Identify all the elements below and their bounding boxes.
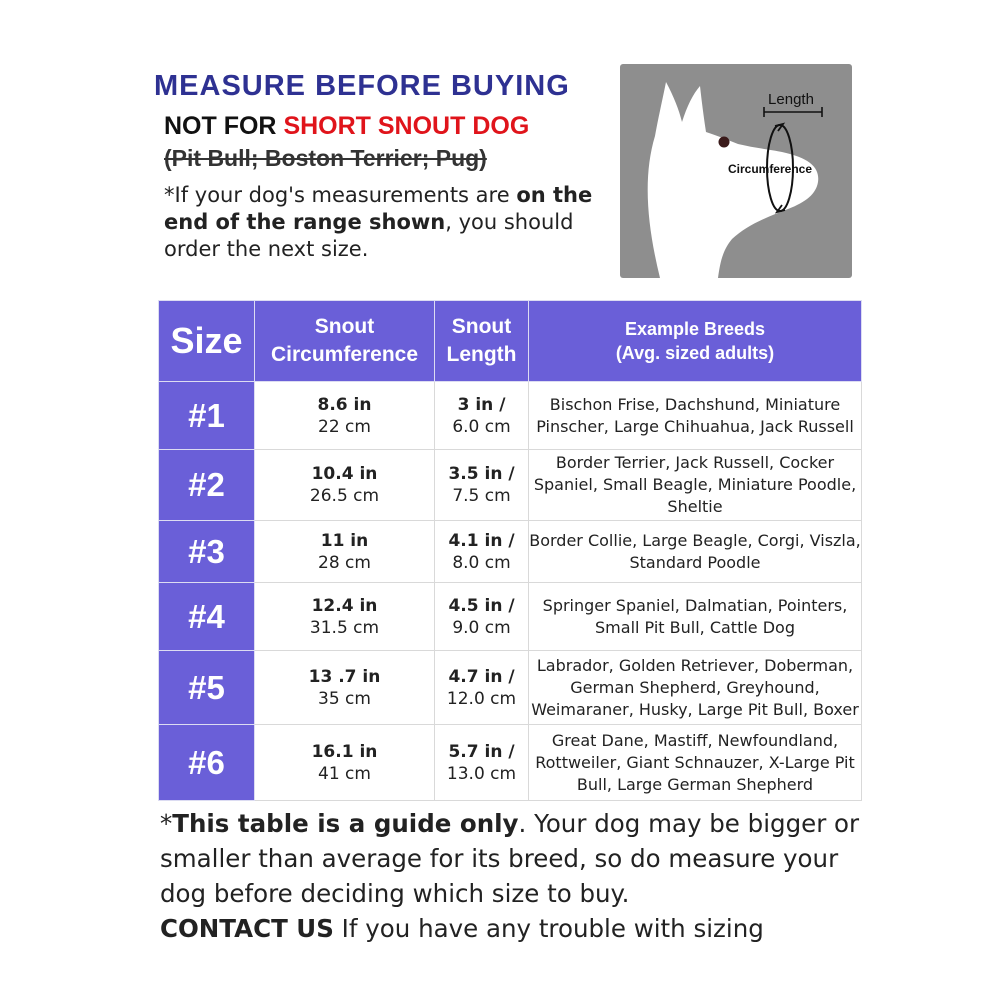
circumference-cell — [255, 450, 435, 521]
circumference-cell — [255, 521, 435, 583]
length-cell — [435, 583, 529, 651]
note-start: *If your dog's measurements are — [164, 183, 517, 207]
table-row — [159, 651, 862, 725]
length-cm: 13.0 cm — [446, 763, 517, 784]
circumference-label: Circumference — [727, 162, 813, 176]
table-row — [159, 725, 862, 801]
length-cell — [435, 382, 529, 450]
circumference-inches: 8.6 in — [317, 394, 372, 415]
size-label: #1 — [159, 382, 255, 450]
size-label: #5 — [159, 651, 255, 725]
length-cell — [435, 725, 529, 801]
header-len-line2: Length — [446, 343, 517, 366]
header-size: Size — [159, 301, 255, 382]
table-row — [159, 450, 862, 521]
circumference-cell — [255, 725, 435, 801]
table-row — [159, 521, 862, 583]
length-inches: 3.5 in / — [448, 464, 515, 484]
footer-notes — [160, 806, 880, 946]
table-row — [159, 583, 862, 651]
contact-us-label: CONTACT US — [160, 914, 334, 943]
header-breeds-line1: Example Breeds — [624, 319, 766, 339]
length-cm: 9.0 cm — [452, 617, 511, 638]
circumference-cell — [255, 382, 435, 450]
sizing-note — [164, 182, 604, 263]
circumference-inches: 12.4 in — [311, 595, 378, 616]
length-inches: 5.7 in / — [448, 741, 515, 762]
header-len-line1: Snout — [451, 315, 512, 338]
circumference-cm: 28 cm — [318, 552, 371, 573]
guide-prefix: * — [160, 809, 173, 838]
table-row — [159, 382, 862, 450]
header-example-breeds — [529, 301, 862, 382]
warning-prefix: NOT FOR — [164, 112, 284, 140]
length-cell — [435, 651, 529, 725]
length-inches: 4.1 in / — [448, 530, 515, 551]
length-cell — [435, 521, 529, 583]
intro-section — [154, 70, 609, 263]
size-label: #3 — [159, 521, 255, 583]
length-cell — [435, 450, 529, 521]
header-snout-circumference — [255, 301, 435, 382]
breeds-cell: Great Dane, Mastiff, Newfoundland, Rottweiler, Giant Schnauzer, X-Large Pit Bull, Large German Shepherd — [529, 725, 862, 801]
length-inches: 3 in / — [457, 394, 506, 415]
header-breeds-line2: (Avg. sized adults) — [615, 343, 775, 363]
warning-highlight: SHORT SNOUT DOG — [283, 112, 530, 140]
page-title: MEASURE BEFORE BUYING — [154, 70, 570, 102]
guide-text: . Your dog may be bigger or smaller than average for its breed, so do measure your dog before deciding which size to buy. — [160, 809, 860, 908]
header-circ-line2: Circumference — [270, 343, 419, 366]
length-inches: 4.5 in / — [448, 595, 515, 616]
note-bold: on the end of the range shown — [164, 183, 593, 234]
guide-bold: This table is a guide only — [172, 809, 519, 838]
dog-head-illustration — [620, 64, 852, 278]
length-label: Length — [768, 91, 814, 108]
size-label: #2 — [159, 450, 255, 521]
contact-line — [160, 911, 880, 946]
breeds-cell: Labrador, Golden Retriever, Doberman, German Shepherd, Greyhound, Weimaraner, Husky, Large Pit Bull, Boxer — [529, 651, 862, 725]
short-snout-warning — [164, 112, 609, 141]
circumference-cm: 22 cm — [318, 416, 371, 437]
header-circ-line1: Snout — [314, 315, 375, 338]
length-inches: 4.7 in / — [448, 666, 515, 687]
breeds-cell: Border Collie, Large Beagle, Corgi, Viszla, Standard Poodle — [529, 521, 862, 583]
length-cm: 7.5 cm — [452, 486, 511, 506]
length-cm: 12.0 cm — [446, 688, 517, 709]
size-label: #4 — [159, 583, 255, 651]
dog-eye — [719, 137, 730, 148]
circumference-cm: 31.5 cm — [309, 617, 380, 638]
circumference-inches: 11 in — [320, 530, 369, 551]
size-chart-table — [158, 300, 862, 801]
guide-disclaimer — [160, 806, 880, 911]
breeds-cell: Border Terrier, Jack Russell, Cocker Spaniel, Small Beagle, Miniature Poodle, Sheltie — [529, 450, 862, 521]
circumference-inches: 13 .7 in — [308, 666, 381, 687]
measurement-diagram — [620, 64, 852, 278]
circumference-cell — [255, 651, 435, 725]
table-header-row — [159, 301, 862, 382]
breeds-cell: Bischon Frise, Dachshund, Miniature Pinscher, Large Chihuahua, Jack Russell — [529, 382, 862, 450]
circumference-inches: 16.1 in — [311, 741, 378, 762]
circumference-cm: 35 cm — [318, 688, 371, 709]
circumference-cm: 26.5 cm — [309, 486, 380, 506]
circumference-cm: 41 cm — [318, 763, 371, 784]
note-end: , you should order the next size. — [164, 210, 574, 261]
length-cm: 8.0 cm — [452, 552, 511, 573]
header-snout-length — [435, 301, 529, 382]
circumference-cell — [255, 583, 435, 651]
contact-text: If you have any trouble with sizing — [333, 914, 764, 943]
circumference-inches: 10.4 in — [311, 464, 378, 484]
breeds-cell: Springer Spaniel, Dalmatian, Pointers, Small Pit Bull, Cattle Dog — [529, 583, 862, 651]
excluded-breeds: (Pit Bull; Boston Terrier; Pug) — [164, 145, 487, 171]
length-cm: 6.0 cm — [452, 416, 511, 437]
size-label: #6 — [159, 725, 255, 801]
